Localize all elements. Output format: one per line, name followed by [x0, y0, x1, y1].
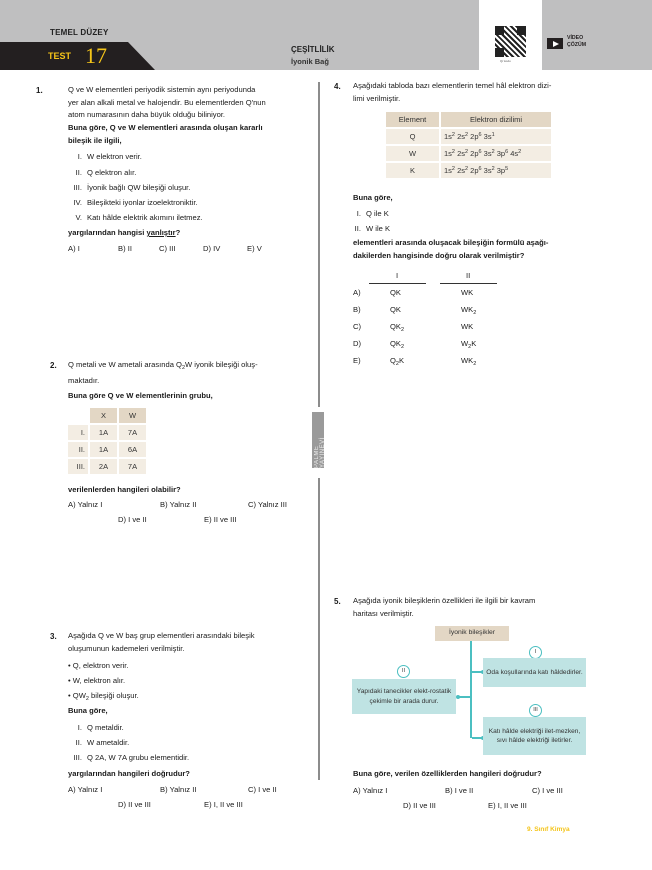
option-col-i	[390, 356, 404, 367]
item-text: Q 2A, W 7A grubu elementidir.	[87, 753, 190, 762]
q5-option-b[interactable]: B) I ve II	[445, 786, 474, 795]
q1-prompt-line: Buna göre, Q ve W elementleri arasında oluşan kararlı	[68, 123, 263, 132]
table-cell: Q	[386, 129, 439, 144]
q2-line	[68, 359, 310, 375]
item-text: Bileşikteki iyonlar izoelektroniktir.	[87, 198, 198, 207]
q3-option-e[interactable]: E) I, II ve III	[204, 800, 243, 809]
q1-question	[68, 228, 180, 237]
test-number: 17	[85, 43, 107, 68]
q4-option-e[interactable]	[353, 356, 513, 368]
formula-text: QK	[390, 305, 401, 314]
bullet-text: QW	[72, 691, 86, 700]
option-col-ii	[461, 322, 473, 331]
formula-text: WK	[461, 305, 474, 314]
formula-text: WK	[461, 288, 474, 297]
q3-prompt: Buna göre,	[68, 706, 108, 715]
electron-count: 2	[465, 166, 469, 172]
option-col-i	[390, 339, 404, 350]
electron-count: 2	[491, 149, 495, 155]
q1-item-2	[66, 168, 136, 177]
q2-option-b[interactable]: B) Yalnız II	[160, 500, 197, 509]
q3-item-1	[66, 723, 124, 732]
q1-option-e[interactable]: E) V	[247, 244, 262, 253]
q1-number: 1.	[36, 86, 43, 95]
q1-line: yer alan alkali metal ve halojendir. Bu elementlerden Q'nun	[68, 97, 266, 107]
orbital: 2s	[457, 166, 465, 175]
q1-line: Q ve W elementleri periyodik sistemin aynı periyodunda	[68, 85, 256, 94]
q4-col-rule	[369, 283, 426, 284]
q4-col-rule	[440, 283, 497, 284]
q2-question: verilenlerden hangileri olabilir?	[68, 485, 181, 494]
electron-count: 6	[478, 132, 482, 138]
bullet-text: Q	[72, 661, 79, 670]
table-header: X	[90, 408, 117, 423]
table-cell: 7A	[119, 459, 146, 474]
electron-count: 2	[451, 166, 455, 172]
q4-line: Aşağıdaki tabloda bazı elementlerin temel hâl elektron dizi-	[353, 81, 552, 90]
topic-title: ÇEŞİTLİLİK	[291, 45, 335, 54]
electron-count: 2	[465, 149, 469, 155]
table-header-row	[386, 112, 551, 127]
item-text: W ametaldir.	[87, 738, 130, 747]
bullet-text: W	[72, 676, 80, 685]
q5-number: 5.	[334, 597, 341, 606]
footer-book-title: 9. Sınıf Kimya	[527, 826, 570, 833]
orbital: 2s	[457, 132, 465, 141]
table-row	[68, 425, 146, 440]
side-tab-text: PALME YAYINEVİ	[314, 437, 326, 468]
q1-option-a[interactable]: A) I	[68, 244, 80, 253]
config-cell	[441, 129, 551, 144]
q2-option-e[interactable]: E) II ve III	[204, 515, 237, 524]
bullet-text: bileşiği oluşur.	[88, 691, 139, 700]
electron-count: 2	[451, 149, 455, 155]
q4-item-1	[351, 209, 389, 218]
table-cell: W	[386, 146, 439, 161]
test-label: TEST	[48, 51, 72, 61]
q1-prompt-line: bileşik ile ilgili,	[68, 135, 122, 145]
q4-line: limi verilmiştir.	[353, 93, 401, 103]
test-bar	[0, 42, 155, 70]
formula-text: K	[398, 356, 405, 365]
column-divider-bottom	[318, 478, 320, 780]
q4-prompt: Buna göre,	[353, 193, 393, 202]
q3-number: 3.	[50, 632, 57, 641]
orbital: 3s	[483, 149, 492, 158]
formula-text: WK	[461, 322, 474, 331]
concept-map-root: İyonik bileşikler	[435, 626, 509, 641]
roman: V.	[75, 213, 82, 222]
table-header-row	[68, 408, 146, 423]
q1-line: atom numarasının daha büyük olduğu biliniyor.	[68, 110, 226, 119]
formula-subscript: 2	[395, 361, 399, 367]
roman: IV.	[73, 198, 82, 207]
table-header: Element	[386, 112, 439, 127]
formula-text: K	[471, 339, 477, 348]
table-cell: 2A	[90, 459, 117, 474]
table-cell: 1A	[90, 425, 117, 440]
table-row	[386, 129, 551, 144]
q3-item-3	[66, 753, 189, 762]
orbital: 4s	[510, 149, 519, 158]
q3-line: oluşumunun kademeleri verilmiştir.	[68, 643, 185, 653]
orbital: 3p	[496, 166, 506, 175]
option-letter: B)	[353, 305, 361, 314]
formula-subscript: 2	[473, 310, 477, 316]
table-row	[386, 163, 551, 178]
item-text: Q ile K	[366, 209, 389, 218]
table-header: Elektron dizilimi	[441, 112, 551, 127]
q1-option-c[interactable]: C) III	[159, 244, 176, 253]
orbital: 2p	[470, 166, 479, 175]
q4-option-a[interactable]	[353, 288, 513, 300]
orbital: 1s	[444, 166, 452, 175]
q2-sub: 2	[181, 365, 186, 371]
roman: I.	[77, 723, 82, 732]
q1-question-emph: yanlıştır	[146, 228, 176, 237]
option-col-ii	[461, 356, 476, 367]
q1-question-mark: ?	[175, 228, 181, 237]
orbital: 1s	[444, 132, 452, 141]
q4-number: 4.	[334, 82, 341, 91]
roman: I.	[356, 209, 361, 218]
level-label: TEMEL DÜZEY	[50, 28, 109, 37]
q3-stem	[68, 630, 310, 655]
option-letter: A)	[353, 288, 361, 297]
node-label-iii: III	[529, 704, 542, 717]
video-label-line1: VİDEO	[567, 35, 584, 41]
q1-question-text: yargılarından hangisi	[68, 228, 147, 237]
connector-dot	[456, 695, 460, 699]
config-cell	[441, 146, 551, 161]
bullet-sub: 2	[85, 696, 89, 702]
q2-stem	[68, 359, 310, 387]
q3-line: Aşağıda Q ve W baş grup elementleri arasındaki bileşik	[68, 631, 255, 640]
table-cell: III.	[68, 459, 88, 474]
electron-count: 2	[451, 132, 455, 138]
q1-item-4	[66, 198, 198, 207]
bullet-icon: •	[68, 676, 71, 685]
electron-count: 2	[465, 132, 469, 138]
table-row	[386, 146, 551, 161]
q3-question: yargılarından hangileri doğrudur?	[68, 769, 190, 778]
q5-stem	[353, 595, 593, 620]
orbital: 2p	[470, 149, 479, 158]
bullet-text: , elektron alır.	[79, 676, 126, 685]
q3-option-a[interactable]: A) Yalnız I	[68, 785, 103, 794]
electron-count: 6	[478, 166, 482, 172]
node-label-i: I	[529, 646, 542, 659]
electron-count: 1	[491, 132, 495, 138]
option-letter: D)	[353, 339, 362, 348]
subtopic-title: İyonik Bağ	[291, 57, 329, 66]
concept-map-trunk	[470, 641, 472, 738]
roman: III.	[73, 753, 82, 762]
option-col-i	[390, 305, 401, 314]
q1-item-3	[66, 183, 190, 192]
electron-count: 2	[518, 149, 522, 155]
q3-option-b[interactable]: B) Yalnız II	[160, 785, 197, 794]
item-text: İyonik bağlı QW bileşiği oluşur.	[87, 183, 191, 192]
formula-subscript: 2	[400, 344, 405, 350]
q5-option-e[interactable]: E) I, II ve III	[488, 801, 527, 810]
roman: II.	[75, 738, 82, 747]
orbital: 2s	[457, 149, 465, 158]
electron-count: 6	[505, 149, 509, 155]
roman: III.	[73, 183, 82, 192]
orbital: 2p	[470, 132, 479, 141]
roman: I.	[77, 152, 82, 161]
config-cell	[441, 163, 551, 178]
option-col-ii	[461, 305, 476, 316]
orbital: 3s	[483, 132, 492, 141]
electron-count: 6	[478, 149, 482, 155]
q2-option-d[interactable]: D) I ve II	[118, 515, 147, 524]
q3-bullet-1	[68, 661, 129, 670]
item-text: Q metaldir.	[87, 723, 124, 732]
orbital: 3p	[496, 149, 506, 158]
option-col-i	[390, 322, 404, 333]
q1-option-d[interactable]: D) IV	[203, 244, 221, 253]
concept-node-iii: Katı hâlde elektriği ilet-mezken, sıvı hâlde elektriği iletirler.	[483, 717, 586, 755]
table-corner	[68, 408, 88, 423]
q4-question-line: elementleri arasında oluşacak bileşiğin formülü aşağı-	[353, 238, 549, 247]
electron-count: 2	[491, 166, 495, 172]
q2-text-b: W iyonik bileşiği oluş-	[185, 360, 258, 369]
publisher-side-tab	[312, 412, 324, 468]
qr-caption: Qr kodu	[500, 59, 511, 63]
q5-line: haritası verilmiştir.	[353, 608, 414, 618]
item-text: W ile K	[366, 224, 391, 233]
table-row	[68, 459, 146, 474]
q4-option-d[interactable]	[353, 339, 513, 351]
q2-option-c[interactable]: C) Yalnız III	[248, 500, 287, 509]
option-col-ii	[461, 288, 473, 297]
q3-bullet-3	[68, 691, 139, 702]
q3-bullet-2	[68, 676, 125, 685]
orbital: 3s	[483, 166, 492, 175]
q1-prompt	[68, 122, 308, 147]
q4-question-line: dakilerden hangisinde doğru olarak verilmiştir?	[353, 250, 525, 260]
q2-text-a: Q metali ve W ametali arasında Q	[68, 360, 182, 369]
q4-col-header-ii: II	[466, 271, 471, 280]
bullet-text: , elektron verir.	[78, 661, 129, 670]
table-cell: 1A	[90, 442, 117, 457]
q3-option-d[interactable]: D) II ve III	[118, 800, 151, 809]
table-row	[68, 442, 146, 457]
formula-text: QK	[390, 288, 401, 297]
formula-text: Q	[390, 356, 396, 365]
roman: II.	[354, 224, 361, 233]
column-divider-top	[318, 82, 320, 407]
concept-node-ii: Yapıdaki tanecikler elekt-rostatik çekimle bir arada durur.	[352, 679, 456, 714]
item-text: Katı hâlde elektrik akımını iletmez.	[87, 213, 203, 222]
bullet-icon: •	[68, 661, 71, 670]
option-col-i	[390, 288, 401, 297]
q2-option-a[interactable]: A) Yalnız I	[68, 500, 103, 509]
roman: II.	[75, 168, 82, 177]
q2-line: maktadır.	[68, 375, 100, 385]
table-cell: 7A	[119, 425, 146, 440]
bullet-icon: •	[68, 691, 71, 700]
q2-group-table	[66, 406, 148, 476]
table-cell: 6A	[119, 442, 146, 457]
q2-prompt: Buna göre Q ve W elementlerinin grubu,	[68, 391, 213, 400]
formula-subscript: 2	[473, 361, 477, 367]
formula-text: QK	[390, 339, 401, 348]
q3-option-c[interactable]: C) I ve II	[248, 785, 277, 794]
video-label-line2: ÇÖZÜM	[567, 41, 587, 48]
q3-item-2	[66, 738, 129, 747]
node-label-ii: II	[397, 665, 410, 678]
q5-option-c[interactable]: C) I ve III	[532, 786, 563, 795]
q5-question: Buna göre, verilen özelliklerden hangileri doğrudur?	[353, 769, 542, 778]
q4-option-c[interactable]	[353, 322, 513, 334]
q1-option-b[interactable]: B) II	[118, 244, 132, 253]
formula-subscript: 2	[400, 327, 405, 333]
q4-electron-table	[384, 110, 553, 180]
q1-item-1	[66, 152, 142, 161]
electron-count: 5	[505, 166, 509, 172]
video-solution-label[interactable]	[567, 35, 586, 48]
q2-number: 2.	[50, 361, 57, 370]
formula-text: QK	[390, 322, 401, 331]
q4-col-header-i: I	[396, 271, 399, 280]
q4-stem	[353, 80, 593, 105]
q1-stem	[68, 84, 308, 122]
q1-item-5	[66, 213, 203, 222]
concept-node-i: Oda koşullarında katı hâldedirler.	[483, 658, 586, 687]
option-letter: E)	[353, 356, 361, 365]
item-text: W elektron verir.	[87, 152, 142, 161]
q4-item-2	[351, 224, 390, 233]
table-cell: K	[386, 163, 439, 178]
q5-option-a[interactable]: A) Yalnız I	[353, 786, 388, 795]
play-video-icon[interactable]	[547, 38, 563, 49]
formula-text: WK	[461, 356, 474, 365]
qr-code-icon[interactable]	[495, 26, 526, 57]
formula-text: W	[461, 339, 469, 348]
option-letter: C)	[353, 322, 362, 331]
q4-question	[353, 237, 598, 262]
q4-option-b[interactable]	[353, 305, 513, 317]
table-header: W	[119, 408, 146, 423]
q5-line: Aşağıda iyonik bileşiklerin özellikleri ile ilgili bir kavram	[353, 596, 536, 605]
table-cell: II.	[68, 442, 88, 457]
item-text: Q elektron alır.	[87, 168, 137, 177]
option-col-ii	[461, 339, 476, 350]
orbital: 1s	[444, 149, 452, 158]
table-cell: I.	[68, 425, 88, 440]
formula-subscript: 2	[468, 344, 472, 350]
q5-option-d[interactable]: D) II ve III	[403, 801, 436, 810]
